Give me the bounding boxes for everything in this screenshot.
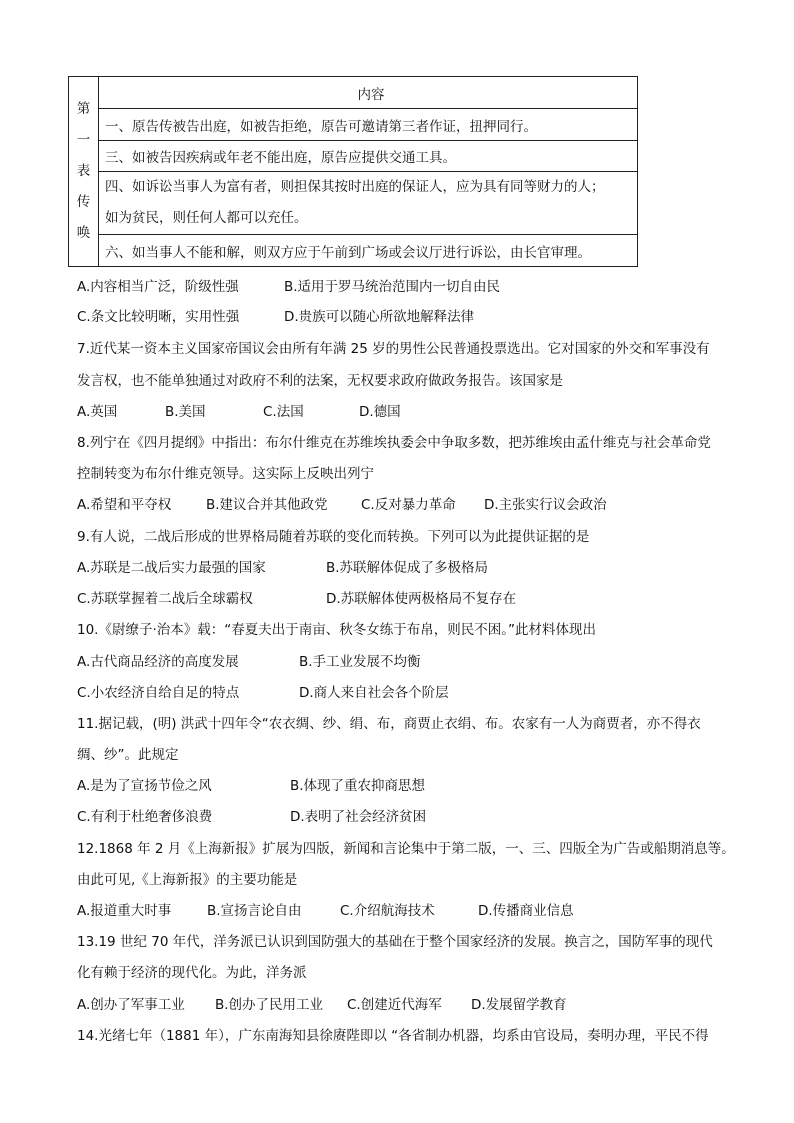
q11-stem-cont: 绸、纱”。此规定	[77, 747, 179, 763]
q11-stem: 11.据记载，(明) 洪武十四年令“农衣绸、纱、绢、布，商贾止衣绢、布。农家有一人为商贾者，亦不得衣	[77, 716, 701, 732]
q10-option-c: C.小农经济自给自足的特点	[77, 685, 240, 701]
q6-options-row1	[77, 275, 500, 295]
table-row: 三、如被告因疾病或年老不能出庭，原告应提供交通工具。	[99, 141, 638, 172]
q10-options-row2	[77, 681, 449, 701]
q11-option-c: C.有利于杜绝奢侈浪费	[77, 809, 213, 825]
q6-option-b: B.适用于罗马统治范围内一切自由民	[284, 279, 501, 295]
q11-option-b: B.体现了重农抑商思想	[290, 778, 426, 794]
table-header: 内容	[99, 77, 638, 109]
side-char: 唤	[76, 225, 91, 241]
q7-option-c: C.法国	[263, 404, 304, 420]
table-row: 六、如当事人不能和解，则双方应于午前到广场或会议厅进行诉讼，由长官审理。	[99, 235, 638, 267]
side-char: 第	[76, 101, 91, 117]
q7-options	[77, 400, 401, 420]
q12-stem-cont: 由此可见,《上海新报》的主要功能是	[77, 872, 298, 888]
q8-stem-cont: 控制转变为布尔什维克领导。这实际上反映出列宁	[77, 466, 374, 482]
q7-stem-cont: 发言权，也不能单独通过对政府不利的法案，无权要求政府做政务报告。该国家是	[77, 373, 563, 389]
q13-option-b: B.创办了民用工业	[215, 997, 324, 1013]
q8-option-d: D.主张实行议会政治	[484, 497, 607, 513]
q9-option-d: D.苏联解体使两极格局不复存在	[326, 591, 517, 607]
table-row-line: 如为贫民，则任何人都可以充任。	[105, 210, 308, 226]
q9-stem: 9.有人说，二战后形成的世界格局随着苏联的变化而转换。下列可以为此提供证据的是	[77, 529, 590, 545]
q14-stem: 14.光绪七年（1881 年），广东南海知县徐赓陛即以 “各省制办机器，均系由官设局，奏明办理，平民不得	[77, 1028, 709, 1044]
q13-option-d: D.发展留学教育	[471, 997, 567, 1013]
q12-option-a: A.报道重大时事	[77, 903, 172, 919]
q12-option-c: C.介绍航海技术	[340, 903, 435, 919]
q12-option-b: B.宣扬言论自由	[207, 903, 302, 919]
q6-option-a: A.内容相当广泛，阶级性强	[77, 279, 239, 295]
q10-option-d: D.商人来自社会各个阶层	[299, 685, 449, 701]
q13-stem-cont: 化有赖于经济的现代化。为此，洋务派	[77, 965, 307, 981]
q7-option-b: B.美国	[165, 404, 206, 420]
q7-option-a: A.英国	[77, 404, 118, 420]
q13-option-c: C.创建近代海军	[347, 997, 442, 1013]
table-row-line: 四、如诉讼当事人为富有者，则担保其按时出庭的保证人，应为具有同等财力的人；	[105, 179, 605, 195]
side-char: 表	[76, 163, 91, 179]
q7-option-d: D.德国	[359, 404, 401, 420]
q10-stem: 10.《尉缭子·治本》载：“春夏夫出于南亩、秋冬女练于布帛，则民不困。”此材料体现出	[77, 622, 596, 638]
twelve-tables-table	[68, 76, 638, 267]
q10-option-b: B.手工业发展不均衡	[299, 654, 421, 670]
table-side-label	[69, 77, 99, 267]
q10-options-row1	[77, 650, 421, 670]
q13-option-a: A.创办了军事工业	[77, 997, 185, 1013]
q6-option-d: D.贵族可以随心所欲地解释法律	[284, 309, 475, 325]
q8-option-c: C.反对暴力革命	[361, 497, 456, 513]
table-row	[99, 172, 638, 235]
q13-stem: 13.19 世纪 70 年代，洋务派已认识到国防强大的基础在于整个国家经济的发展。换言之，国防军事的现代	[77, 934, 713, 950]
table-row: 一、原告传被告出庭，如被告拒绝，原告可邀请第三者作证，扭押同行。	[99, 109, 638, 141]
q9-option-a: A.苏联是二战后实力最强的国家	[77, 560, 266, 576]
q7-stem: 7.近代某一资本主义国家帝国议会由所有年满 25 岁的男性公民普通投票选出。它对国家的外交和军事没有	[77, 341, 710, 357]
q11-option-d: D.表明了社会经济贫困	[290, 809, 427, 825]
side-char: 一	[76, 132, 91, 148]
q6-option-c: C.条文比较明晰，实用性强	[77, 309, 240, 325]
q8-option-a: A.希望和平夺权	[77, 497, 172, 513]
q8-option-b: B.建议合并其他政党	[206, 497, 328, 513]
q12-stem: 12.1868 年 2 月《上海新报》扩展为四版，新闻和言论集中于第二版，一、三、四版全为广告或船期消息等。	[77, 841, 735, 857]
q9-options-row1	[77, 556, 488, 576]
q8-options	[77, 493, 607, 513]
q6-options-row2	[77, 305, 474, 325]
q11-options-row1	[77, 774, 425, 794]
q9-option-c: C.苏联掌握着二战后全球霸权	[77, 591, 253, 607]
q12-option-d: D.传播商业信息	[478, 903, 574, 919]
q9-option-b: B.苏联解体促成了多极格局	[326, 560, 489, 576]
q13-options	[77, 993, 567, 1013]
q12-options	[77, 899, 574, 919]
q8-stem: 8.列宁在《四月提纲》中指出：布尔什维克在苏维埃执委会中争取多数，把苏维埃由孟什维克与社会革命党	[77, 435, 711, 451]
q11-option-a: A.是为了宣扬节俭之风	[77, 778, 212, 794]
q9-options-row2	[77, 587, 516, 607]
q11-options-row2	[77, 805, 426, 825]
q10-option-a: A.古代商品经济的高度发展	[77, 654, 239, 670]
side-char: 传	[76, 194, 91, 210]
